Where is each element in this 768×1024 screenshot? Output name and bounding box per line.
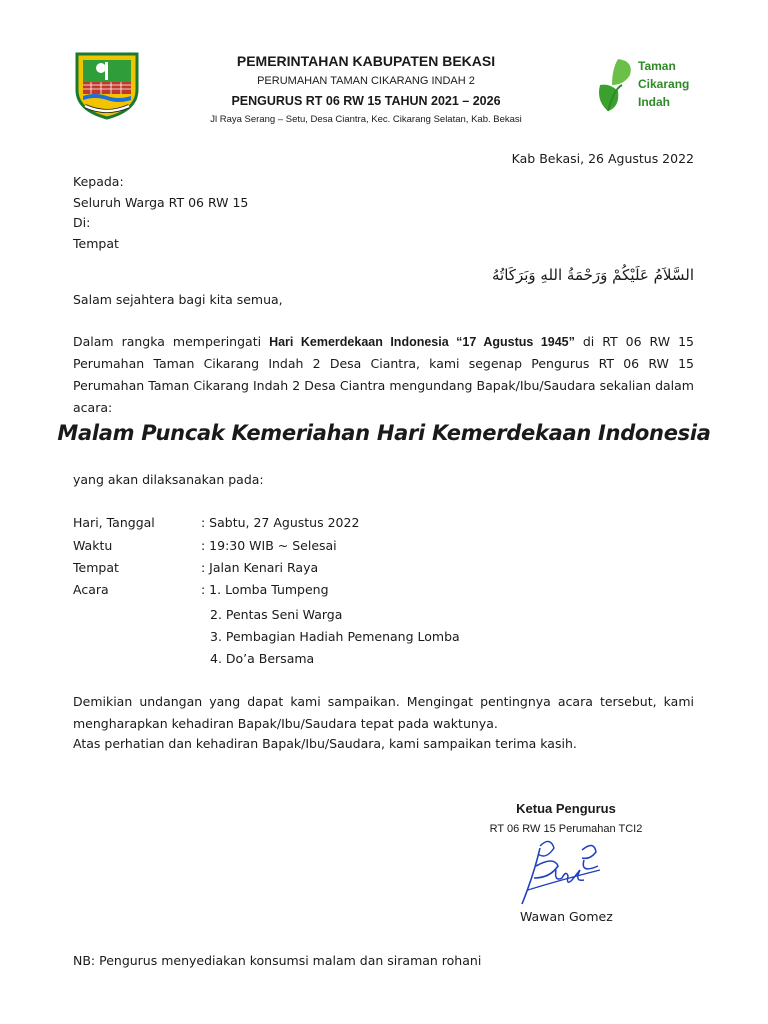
detail-value: : Sabtu, 27 Agustus 2022 — [201, 515, 360, 530]
detail-label: Hari, Tanggal — [73, 515, 155, 530]
agenda-item: 3. Pembagian Hadiah Pemenang Lomba — [210, 629, 460, 644]
recipient-line: Seluruh Warga RT 06 RW 15 — [73, 194, 249, 210]
letter-date: Kab Bekasi, 26 Agustus 2022 — [511, 151, 694, 166]
detail-value: : 19:30 WIB ~ Selesai — [201, 538, 337, 553]
detail-value: : 1. Lomba Tumpeng — [201, 582, 329, 597]
arabic-greeting: السَّلاَمُ عَلَيْكُمْ وَرَحْمَةُ اللهِ وَبَرَكَاتُهُ — [492, 266, 694, 284]
agenda-item: 2. Pentas Seni Warga — [210, 607, 343, 622]
header-government: PEMERINTAHAN KABUPATEN BEKASI — [236, 53, 496, 69]
signature-title: Ketua Pengurus — [516, 801, 616, 816]
footnote: NB: Pengurus menyediakan konsumsi malam dan siraman rohani — [73, 953, 482, 968]
intro-text: Dalam rangka memperingati — [73, 334, 270, 349]
greeting: Salam sejahtera bagi kita semua, — [73, 292, 283, 307]
recipient-block — [73, 172, 248, 254]
intro-paragraph — [73, 331, 694, 419]
intro-highlight: Hari Kemerdekaan Indonesia “17 Agustus 1945” — [269, 335, 575, 349]
closing-thanks: Atas perhatian dan kehadiran Bapak/Ibu/Saudara, kami sampaikan terima kasih. — [73, 736, 577, 751]
detail-label: Waktu — [73, 538, 113, 553]
logo-text-line1: Taman — [638, 59, 676, 73]
recipient-line: Di: — [73, 215, 91, 230]
detail-label: Acara — [73, 582, 109, 597]
logo-text-line3: Indah — [638, 95, 670, 109]
detail-value: : Jalan Kenari Raya — [201, 560, 319, 575]
recipient-line: Tempat — [73, 235, 119, 251]
kabupaten-bekasi-emblem — [71, 52, 143, 120]
agenda-item: 4. Do’a Bersama — [210, 651, 315, 666]
intro-text-cont: di RT 06 RW 15 Perumahan Taman Cikarang Indah 2 Desa Ciantra, kami segenap Pengurus RT 06 RW 15 Perumahan Taman Cikarang Indah 2 Desa Ciantra mengundang Bapak/Ibu/Saudara sekalian dalam acara: — [73, 334, 694, 415]
recipient-line: Kepada: — [73, 174, 124, 189]
header-address: Jl Raya Serang – Setu, Desa Ciantra, Kec. Cikarang Selatan, Kab. Bekasi — [210, 114, 522, 125]
event-title: Malam Puncak Kemeriahan Hari Kemerdekaan Indonesia — [57, 421, 711, 445]
signatory-name: Wawan Gomez — [520, 909, 613, 924]
logo-text — [638, 57, 689, 111]
signature-org: RT 06 RW 15 Perumahan TCI2 — [489, 823, 643, 835]
closing-paragraph: Demikian undangan yang dapat kami sampaikan. Mengingat pentingnya acara tersebut, kami mengharapkan kehadiran Bapak/Ibu/Saudara tepat pada waktunya. — [73, 694, 694, 731]
detail-label: Tempat — [73, 560, 119, 575]
held-on-text: yang akan dilaksanakan pada: — [73, 472, 264, 487]
logo-text-line2: Cikarang — [638, 77, 690, 91]
header-committee: PENGURUS RT 06 RW 15 TAHUN 2021 – 2026 — [231, 94, 501, 108]
handwritten-signature — [510, 830, 610, 910]
header-housing: PERUMAHAN TAMAN CIKARANG INDAH 2 — [257, 75, 475, 87]
agenda-list — [210, 604, 460, 670]
leaf-logo-icon — [594, 55, 636, 113]
